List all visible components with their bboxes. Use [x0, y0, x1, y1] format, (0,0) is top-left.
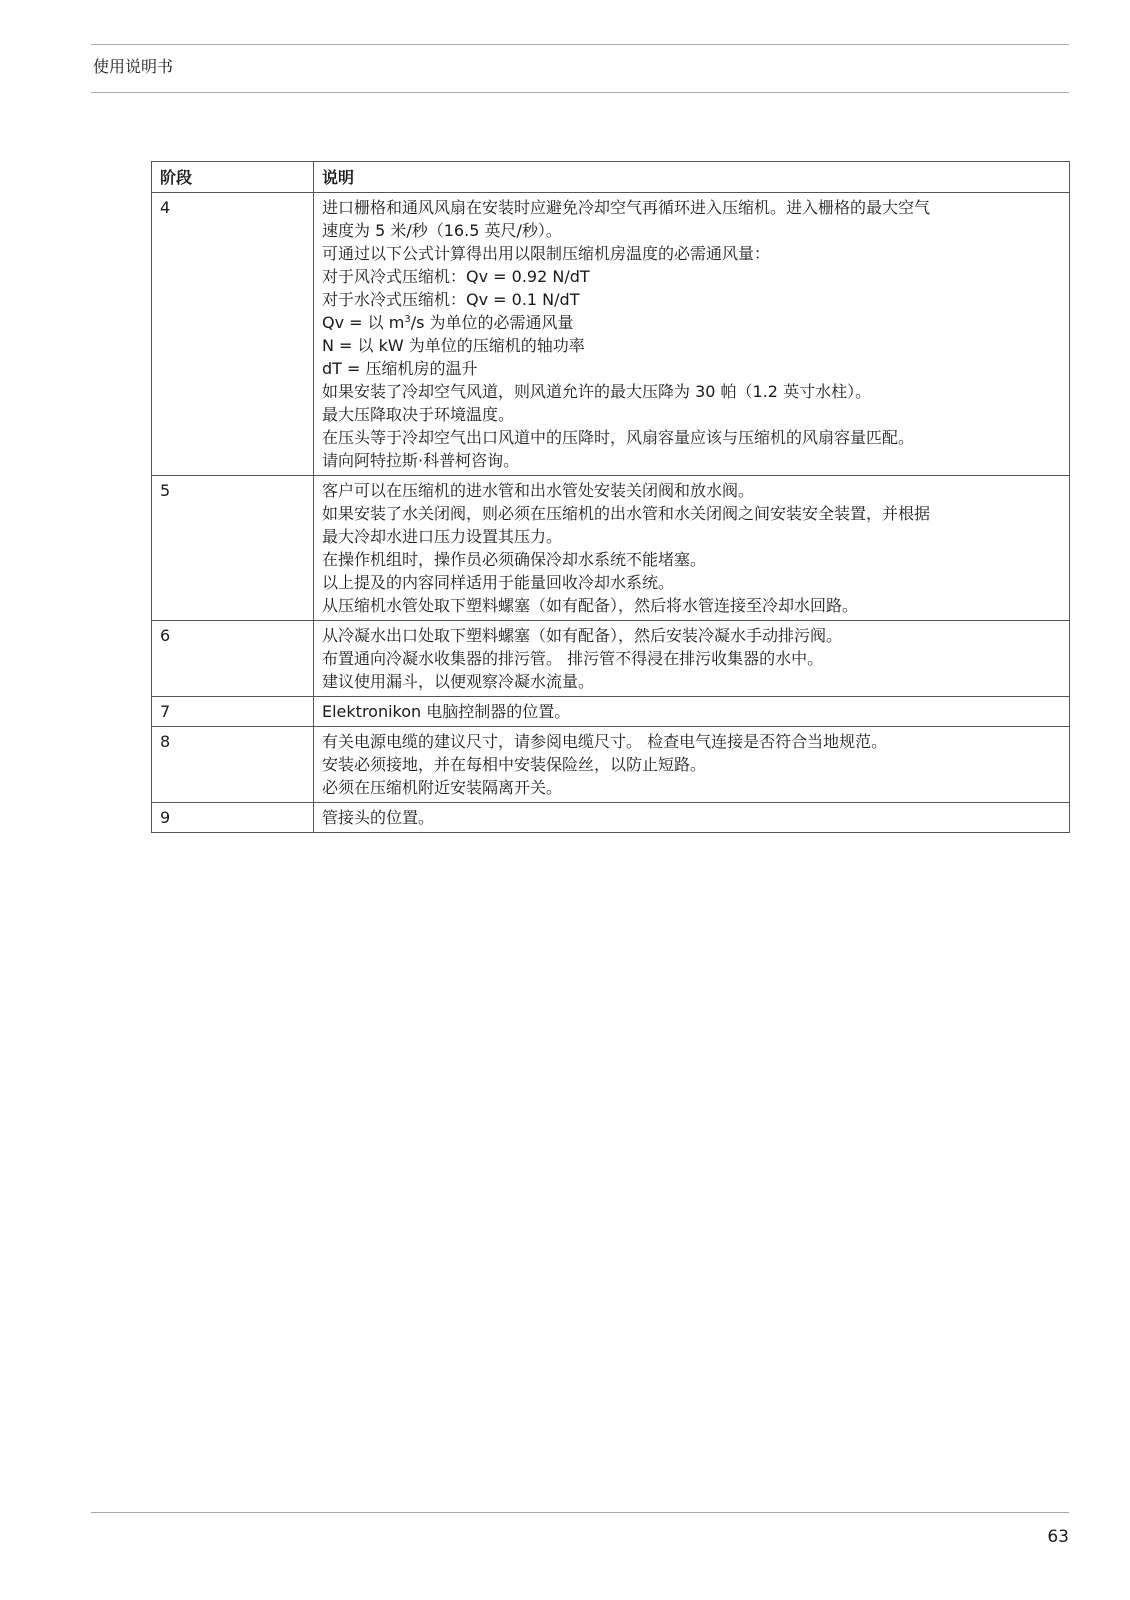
formula-text: /s 为单位的必需通风量 [410, 313, 574, 332]
description-line: 从冷凝水出口处取下塑料螺塞（如有配备），然后安装冷凝水手动排污阀。 [322, 626, 843, 645]
step-description [314, 476, 1070, 621]
step-description [314, 193, 1070, 476]
step-description [314, 621, 1070, 697]
description-line: N = 以 kW 为单位的压缩机的轴功率 [322, 336, 585, 355]
table-row [152, 476, 1070, 621]
header-title: 使用说明书 [93, 57, 174, 76]
installation-steps-table [151, 161, 1070, 833]
description-line: 在压头等于冷却空气出口风道中的压降时，风扇容量应该与压缩机的风扇容量匹配。 [322, 428, 915, 447]
step-description [314, 803, 1070, 833]
column-header-description: 说明 [314, 162, 1070, 193]
description-line: Elektronikon 电脑控制器的位置。 [322, 702, 571, 721]
description-line: 以上提及的内容同样适用于能量回收冷却水系统。 [322, 573, 675, 592]
description-line: 对于风冷式压缩机：Qv = 0.92 N/dT [322, 267, 590, 286]
description-line: 管接头的位置。 [322, 808, 435, 827]
description-line: 建议使用漏斗，以便观察冷凝水流量。 [322, 672, 595, 691]
superscript: 3 [404, 314, 411, 325]
table-body [152, 193, 1070, 833]
description-line: 如果安装了冷却空气风道，则风道允许的最大压降为 30 帕（1.2 英寸水柱）。 [322, 382, 872, 401]
description-line: 从压缩机水管处取下塑料螺塞（如有配备），然后将水管连接至冷却水回路。 [322, 596, 859, 615]
description-line: 进口栅格和通风风扇在安装时应避免冷却空气再循环进入压缩机。进入栅格的最大空气 [322, 198, 931, 217]
header-rule-top [91, 44, 1069, 45]
table-header-row [152, 162, 1070, 193]
step-number: 5 [152, 476, 314, 621]
description-line: 最大压降取决于环境温度。 [322, 405, 515, 424]
description-line: 必须在压缩机附近安装隔离开关。 [322, 778, 563, 797]
description-line: 布置通向冷凝水收集器的排污管。 排污管不得浸在排污收集器的水中。 [322, 649, 824, 668]
step-description [314, 697, 1070, 727]
step-number: 6 [152, 621, 314, 697]
description-line: 速度为 5 米/秒（16.5 英尺/秒）。 [322, 221, 562, 240]
description-line: 客户可以在压缩机的进水管和出水管处安装关闭阀和放水阀。 [322, 481, 755, 500]
description-line: 可通过以下公式计算得出用以限制压缩机房温度的必需通风量： [322, 244, 771, 263]
formula-text: Qv = 以 m [322, 313, 405, 332]
page-number: 63 [1047, 1527, 1069, 1547]
footer-rule [91, 1512, 1069, 1513]
table-row [152, 621, 1070, 697]
description-line: 安装必须接地，并在每相中安装保险丝，以防止短路。 [322, 755, 707, 774]
step-number: 9 [152, 803, 314, 833]
description-line: 如果安装了水关闭阀，则必须在压缩机的出水管和水关闭阀之间安装安全装置，并根据 [322, 504, 931, 523]
description-line: 对于水冷式压缩机：Qv = 0.1 N/dT [322, 290, 580, 309]
step-description [314, 727, 1070, 803]
table-row [152, 193, 1070, 476]
description-line [322, 311, 1061, 334]
table-row [152, 727, 1070, 803]
table-row [152, 803, 1070, 833]
description-line: 最大冷却水进口压力设置其压力。 [322, 527, 563, 546]
column-header-step: 阶段 [152, 162, 314, 193]
header-rule-bottom [91, 92, 1069, 93]
description-line: 在操作机组时，操作员必须确保冷却水系统不能堵塞。 [322, 550, 707, 569]
description-line: 请向阿特拉斯·科普柯咨询。 [322, 451, 520, 470]
description-line: dT = 压缩机房的温升 [322, 359, 478, 378]
table-row [152, 697, 1070, 727]
description-line: 有关电源电缆的建议尺寸，请参阅电缆尺寸。 检查电气连接是否符合当地规范。 [322, 732, 888, 751]
step-number: 7 [152, 697, 314, 727]
step-number: 4 [152, 193, 314, 476]
step-number: 8 [152, 727, 314, 803]
